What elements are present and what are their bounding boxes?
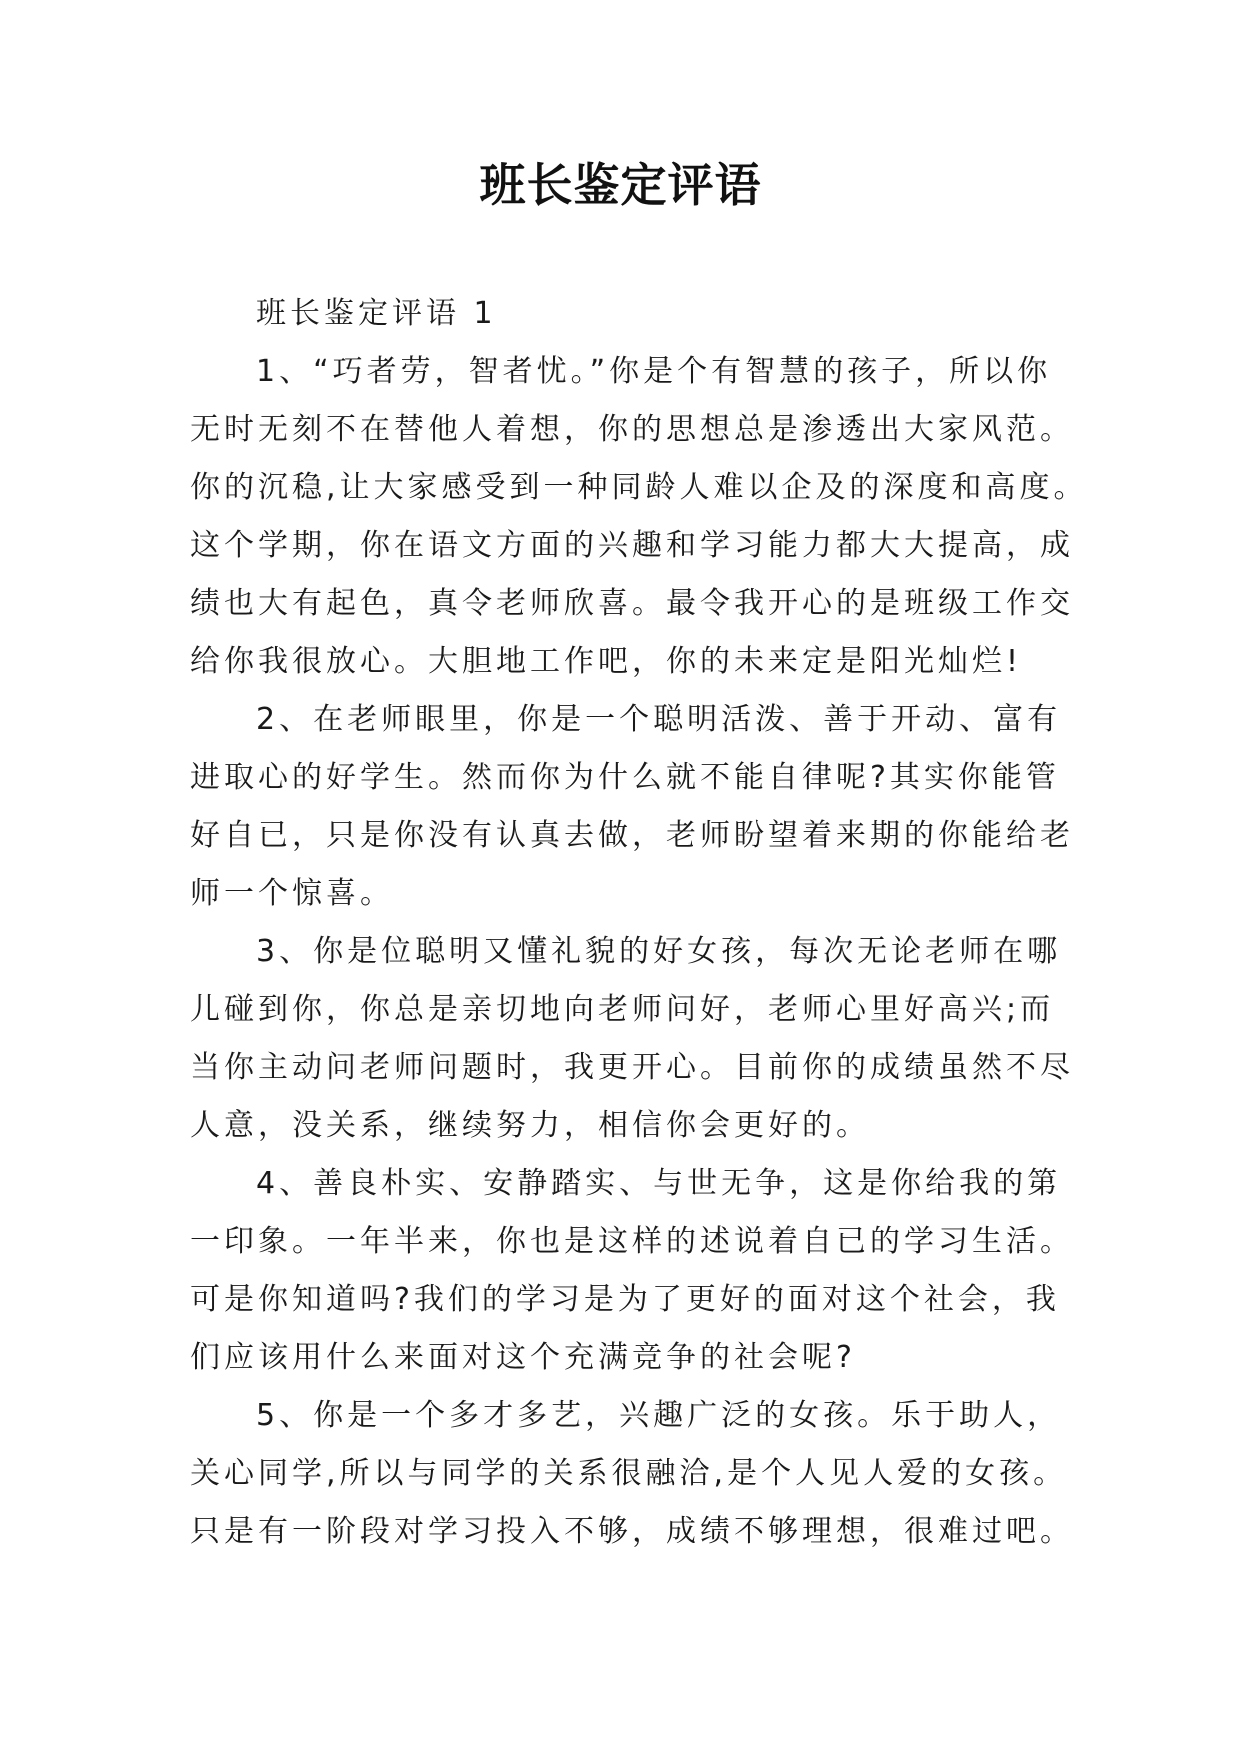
paragraph-4 xyxy=(190,1155,1074,1387)
text-line: 儿碰到你，你总是亲切地向老师问好，老师心里好高兴;而 xyxy=(190,992,1055,1027)
paragraph-3 xyxy=(190,923,1074,1155)
text-line: 4、善良朴实、安静踏实、与世无争，这是你给我的第 xyxy=(256,1166,1062,1201)
text-line: 可是你知道吗?我们的学习是为了更好的面对这个社会，我 xyxy=(190,1282,1060,1317)
text-line: 绩也大有起色，真令老师欣喜。最令我开心的是班级工作交 xyxy=(190,586,1074,621)
text-line: 一印象。一年半来，你也是这样的述说着自已的学习生活。 xyxy=(190,1224,1074,1259)
text-line: 5、你是一个多才多艺，兴趣广泛的女孩。乐于助人， xyxy=(256,1398,1062,1433)
paragraph-2 xyxy=(190,691,1074,923)
text-line: 们应该用什么来面对这个充满竞争的社会呢? xyxy=(190,1340,856,1375)
document-body xyxy=(190,285,1088,1561)
paragraph-5 xyxy=(190,1387,1074,1561)
text-line: 给你我很放心。大胆地工作吧，你的未来定是阳光灿烂! xyxy=(190,644,1023,679)
text-line: 2、在老师眼里，你是一个聪明活泼、善于开动、富有 xyxy=(256,702,1062,737)
document-title: 班长鉴定评语 xyxy=(479,158,762,212)
text-line: 无时无刻不在替他人着想，你的思想总是渗透出大家风范。 xyxy=(190,412,1074,447)
text-line: 1、“巧者劳，智者忧。”你是个有智慧的孩子，所以你 xyxy=(256,354,1052,389)
text-line: 师一个惊喜。 xyxy=(190,876,394,911)
section-heading: 班长鉴定评语 1 xyxy=(256,296,497,331)
text-line: 当你主动问老师问题时，我更开心。目前你的成绩虽然不尽 xyxy=(190,1050,1074,1085)
text-line: 人意，没关系，继续努力，相信你会更好的。 xyxy=(190,1108,870,1143)
text-line: 好自已，只是你没有认真去做，老师盼望着来期的你能给老 xyxy=(190,818,1074,853)
paragraph-1 xyxy=(190,343,1088,691)
text-line: 这个学期，你在语文方面的兴趣和学习能力都大大提高，成 xyxy=(190,528,1074,563)
text-line: 3、你是位聪明又懂礼貌的好女孩，每次无论老师在哪 xyxy=(256,934,1062,969)
text-line: 进取心的好学生。然而你为什么就不能自律呢?其实你能管 xyxy=(190,760,1060,795)
text-line: 你的沉稳,让大家感受到一种同龄人难以企及的深度和高度。 xyxy=(190,470,1088,505)
text-line: 只是有一阶段对学习投入不够，成绩不够理想，很难过吧。 xyxy=(190,1514,1074,1549)
text-line: 关心同学,所以与同学的关系很融洽,是个人见人爱的女孩。 xyxy=(190,1456,1068,1491)
